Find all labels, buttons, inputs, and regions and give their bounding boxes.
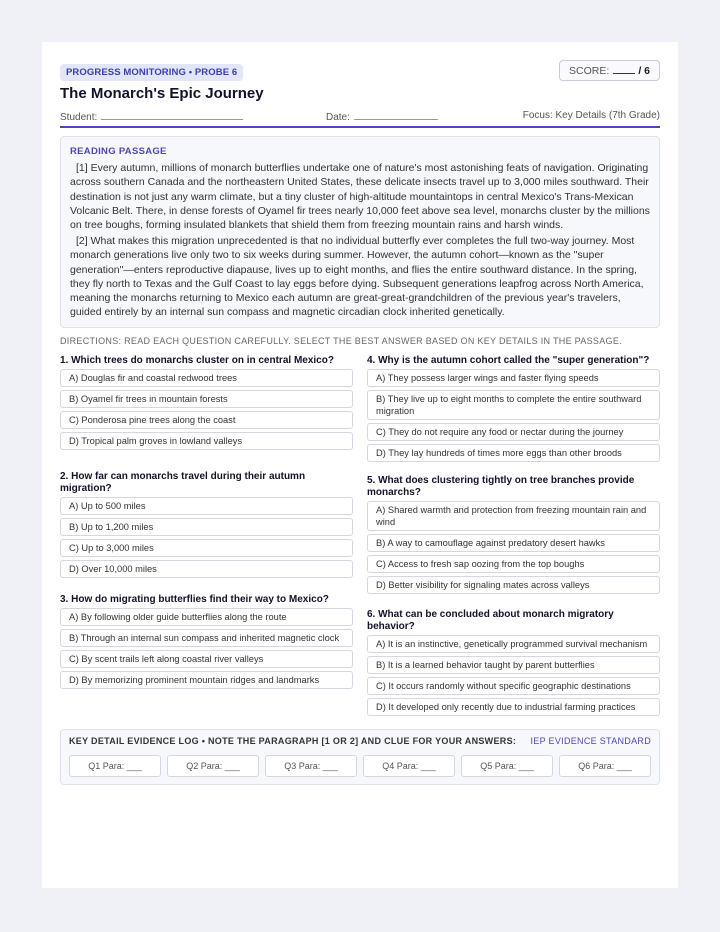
evidence-log [60, 729, 660, 785]
question-stem: 5. What does clustering tightly on tree branches provide monarchs? [367, 475, 635, 499]
date-line[interactable] [354, 110, 438, 120]
passage-paragraph-2: [2] What makes this migration unprecedented is that no individual butterfly ever completes the full two-way journey. Most monarch generations live only two to six weeks during summer. However, the autumn cohort—known as the "super generation"—enters reproductive diapause, lives up to eight months, and flies the entire southward distance. In the spring, they fly north to Texas and the Gulf Coast to lay eggs before dying. Subsequent generations leapfrog across North America, meaning the monarchs returning to Mexico each autumn are great-great-grandchildren of the previous year's travelers, guided entirely by an internal sun compass and magnetic circadian clock inherited genetically. [70, 235, 644, 319]
answer-option[interactable]: D) Over 10,000 miles [60, 560, 353, 578]
question-4 [367, 355, 660, 462]
answer-option[interactable]: D) Tropical palm groves in lowland valleys [60, 432, 353, 450]
directions: DIRECTIONS: READ EACH QUESTION CAREFULLY. SELECT THE BEST ANSWER BASED ON KEY DETAILS IN THE PASSAGE. [60, 336, 622, 347]
page-title: The Monarch's Epic Journey [60, 85, 264, 102]
questions-right-column [367, 355, 660, 725]
question-stem: 1. Which trees do monarchs cluster on in central Mexico? [60, 355, 334, 367]
score-total: / 6 [638, 65, 650, 77]
question-stem: 2. How far can monarchs travel during their autumn migration? [60, 471, 306, 495]
answer-option[interactable]: A) They possess larger wings and faster flying speeds [367, 369, 660, 387]
answer-option[interactable]: A) By following older guide butterflies along the route [60, 608, 353, 626]
answer-option[interactable]: B) Through an internal sun compass and inherited magnetic clock [60, 629, 353, 647]
answer-option[interactable]: B) Up to 1,200 miles [60, 518, 353, 536]
answer-option[interactable]: D) By memorizing prominent mountain ridges and landmarks [60, 671, 353, 689]
evidence-heading: KEY DETAIL EVIDENCE LOG • NOTE THE PARAGRAPH [1 OR 2] AND CLUE FOR YOUR ANSWERS: [69, 736, 517, 747]
question-stem: 4. Why is the autumn cohort called the "super generation"? [367, 355, 650, 367]
worksheet-page [42, 42, 678, 888]
passage-paragraph-1: [1] Every autumn, millions of monarch butterflies undertake one of nature's most astonishing feats of navigation. Originating across southern Canada and the northeastern United States, these delicate insects travel up to 3,000 miles southward. Their destination is not just any warm climate, but a tiny cluster of high-altitude mountaintops in central Mexico's Trans-Mexican Volcanic Belt. There, in dense forests of Oyamel fir trees nearly 10,000 feet above sea level, monarchs cluster by the millions on tree boughs, forming insulated blankets that shield them from freezing mountain rains and harsh winds. [70, 162, 650, 232]
evidence-cell-q6[interactable]: Q6 Para: ___ [559, 755, 651, 777]
date-label: Date: [326, 112, 350, 123]
student-field[interactable] [60, 110, 243, 123]
date-field[interactable] [326, 110, 438, 123]
answer-option[interactable]: C) Ponderosa pine trees along the coast [60, 411, 353, 429]
answer-option[interactable]: B) It is a learned behavior taught by parent butterflies [367, 656, 660, 674]
reading-passage [60, 136, 660, 328]
answer-option[interactable]: D) It developed only recently due to industrial farming practices [367, 698, 660, 716]
evidence-standard: IEP EVIDENCE STANDARD [530, 736, 651, 747]
question-3 [60, 594, 353, 689]
answer-option[interactable]: A) Up to 500 miles [60, 497, 353, 515]
question-stem: 6. What can be concluded about monarch migratory behavior? [367, 609, 614, 633]
answer-option[interactable]: A) Shared warmth and protection from freezing mountain rain and wind [367, 501, 660, 531]
evidence-cell-q2[interactable]: Q2 Para: ___ [167, 755, 259, 777]
answer-option[interactable]: C) They do not require any food or nectar during the journey [367, 423, 660, 441]
passage-heading: READING PASSAGE [70, 146, 167, 157]
score-blank[interactable] [613, 64, 635, 74]
question-1 [60, 355, 353, 450]
answer-option[interactable]: B) A way to camouflage against predatory desert hawks [367, 534, 660, 552]
questions-grid [60, 355, 660, 725]
answer-option[interactable]: D) They lay hundreds of times more eggs than other broods [367, 444, 660, 462]
answer-option[interactable]: C) By scent trails left along coastal river valleys [60, 650, 353, 668]
question-6 [367, 609, 660, 716]
answer-option[interactable]: B) They live up to eight months to complete the entire southward migration [367, 390, 660, 420]
score-box[interactable] [559, 60, 660, 81]
questions-left-column [60, 355, 353, 725]
question-2 [60, 471, 353, 578]
answer-option[interactable]: C) Access to fresh sap oozing from the top boughs [367, 555, 660, 573]
student-label: Student: [60, 112, 98, 123]
probe-badge: PROGRESS MONITORING • PROBE 6 [60, 64, 243, 81]
answer-option[interactable]: A) It is an instinctive, genetically programmed survival mechanism [367, 635, 660, 653]
answer-option[interactable]: C) Up to 3,000 miles [60, 539, 353, 557]
student-line[interactable] [101, 110, 243, 120]
evidence-cell-q4[interactable]: Q4 Para: ___ [363, 755, 455, 777]
score-label: SCORE: [569, 65, 610, 77]
evidence-cells [69, 755, 651, 777]
meta-row [60, 108, 660, 128]
answer-option[interactable]: C) It occurs randomly without specific geographic destinations [367, 677, 660, 695]
answer-option[interactable]: A) Douglas fir and coastal redwood trees [60, 369, 353, 387]
evidence-cell-q3[interactable]: Q3 Para: ___ [265, 755, 357, 777]
evidence-cell-q1[interactable]: Q1 Para: ___ [69, 755, 161, 777]
answer-option[interactable]: B) Oyamel fir trees in mountain forests [60, 390, 353, 408]
question-stem: 3. How do migrating butterflies find their way to Mexico? [60, 594, 329, 606]
header-row [60, 62, 660, 82]
answer-option[interactable]: D) Better visibility for signaling mates across valleys [367, 576, 660, 594]
question-5 [367, 475, 660, 594]
focus-text: Focus: Key Details (7th Grade) [522, 110, 660, 121]
evidence-header [69, 736, 651, 750]
evidence-cell-q5[interactable]: Q5 Para: ___ [461, 755, 553, 777]
